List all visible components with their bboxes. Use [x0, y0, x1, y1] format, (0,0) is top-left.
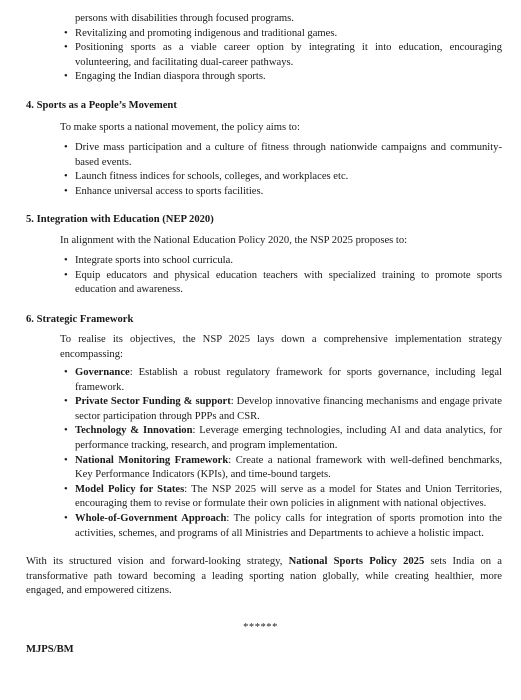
item-label: Model Policy for States	[75, 483, 185, 495]
section-4-list	[64, 141, 502, 199]
item-label: Governance	[75, 367, 130, 378]
item-label: National Monitoring Framework	[75, 454, 229, 466]
conclusion-paragraph: With its structured vision and forward-looking strategy, National Sports Policy 2025 sets India on a transformative path toward becoming a leading sporting nation globally, while creating healthier, more engaged, and empowered citizens.	[26, 556, 502, 597]
section-5-list	[64, 254, 502, 298]
list-item: • Engaging the Indian diaspora through sports.	[64, 70, 502, 85]
list-item: • Drive mass participation and a culture of fitness through nationwide campaigns and community-based events.	[64, 141, 502, 170]
list-item: • Enhance universal access to sports facilities.	[64, 185, 502, 200]
list-item: • Launch fitness indices for schools, colleges, and workplaces etc.	[64, 170, 502, 185]
policy-name: National Sports Policy 2025	[288, 556, 425, 567]
item-label: Technology & Innovation	[75, 425, 193, 437]
list-item: • National Monitoring Framework: Create a national framework with well-defined benchmarks, Key Performance Indicators (KPIs), and time-bound targets.	[64, 454, 502, 483]
item-label: Whole-of-Government Approach	[75, 512, 227, 524]
section-6-list	[64, 366, 502, 541]
list-item: • Equip educators and physical education teachers with specialized training to promote sports education and awareness.	[64, 269, 502, 298]
list-item: • Revitalizing and promoting indigenous and traditional games.	[64, 27, 502, 42]
list-item: persons with disabilities through focused programs.	[75, 13, 294, 24]
section-5-heading: 5. Integration with Education (NEP 2020)	[26, 214, 214, 225]
section-4-intro: To make sports a national movement, the policy aims to:	[60, 122, 300, 133]
footer-code: MJPS/BM	[26, 644, 74, 655]
list-item: • Integrate sports into school curricula.	[64, 254, 502, 269]
list-item: • Model Policy for States: The NSP 2025 will serve as a model for States and Union Territories, encouraging them to revise or formulate their own policies in alignment with national objectives.	[64, 483, 502, 512]
top-bullet-list	[64, 12, 502, 85]
section-4-heading: 4. Sports as a People’s Movement	[26, 100, 177, 111]
list-item: • Governance: Establish a robust regulatory framework for sports governance, including legal framework.	[64, 366, 502, 395]
section-6-heading: 6. Strategic Framework	[26, 314, 134, 325]
list-item: • Whole-of-Government Approach: The policy calls for integration of sports promotion into the activities, schemes, and programs of all Ministries and Departments to achieve a holistic impact.	[64, 512, 502, 541]
list-item: • Positioning sports as a viable career option by integrating it into education, encouraging volunteering, and facilitating dual-career pathways.	[64, 41, 502, 70]
section-5-intro: In alignment with the National Education Policy 2020, the NSP 2025 proposes to:	[60, 235, 408, 246]
separator: ******	[243, 622, 278, 633]
list-item: • Technology & Innovation: Leverage emerging technologies, including AI and data analytics, for performance tracking, research, and program implementation.	[64, 424, 502, 453]
list-item: • Private Sector Funding & support: Develop innovative financing mechanisms and engage private sector participation through PPPs and CSR.	[64, 395, 502, 424]
section-6-intro: To realise its objectives, the NSP 2025 lays down a comprehensive implementation strategy encompassing:	[60, 334, 502, 360]
item-label: Private Sector Funding & support	[75, 396, 231, 408]
